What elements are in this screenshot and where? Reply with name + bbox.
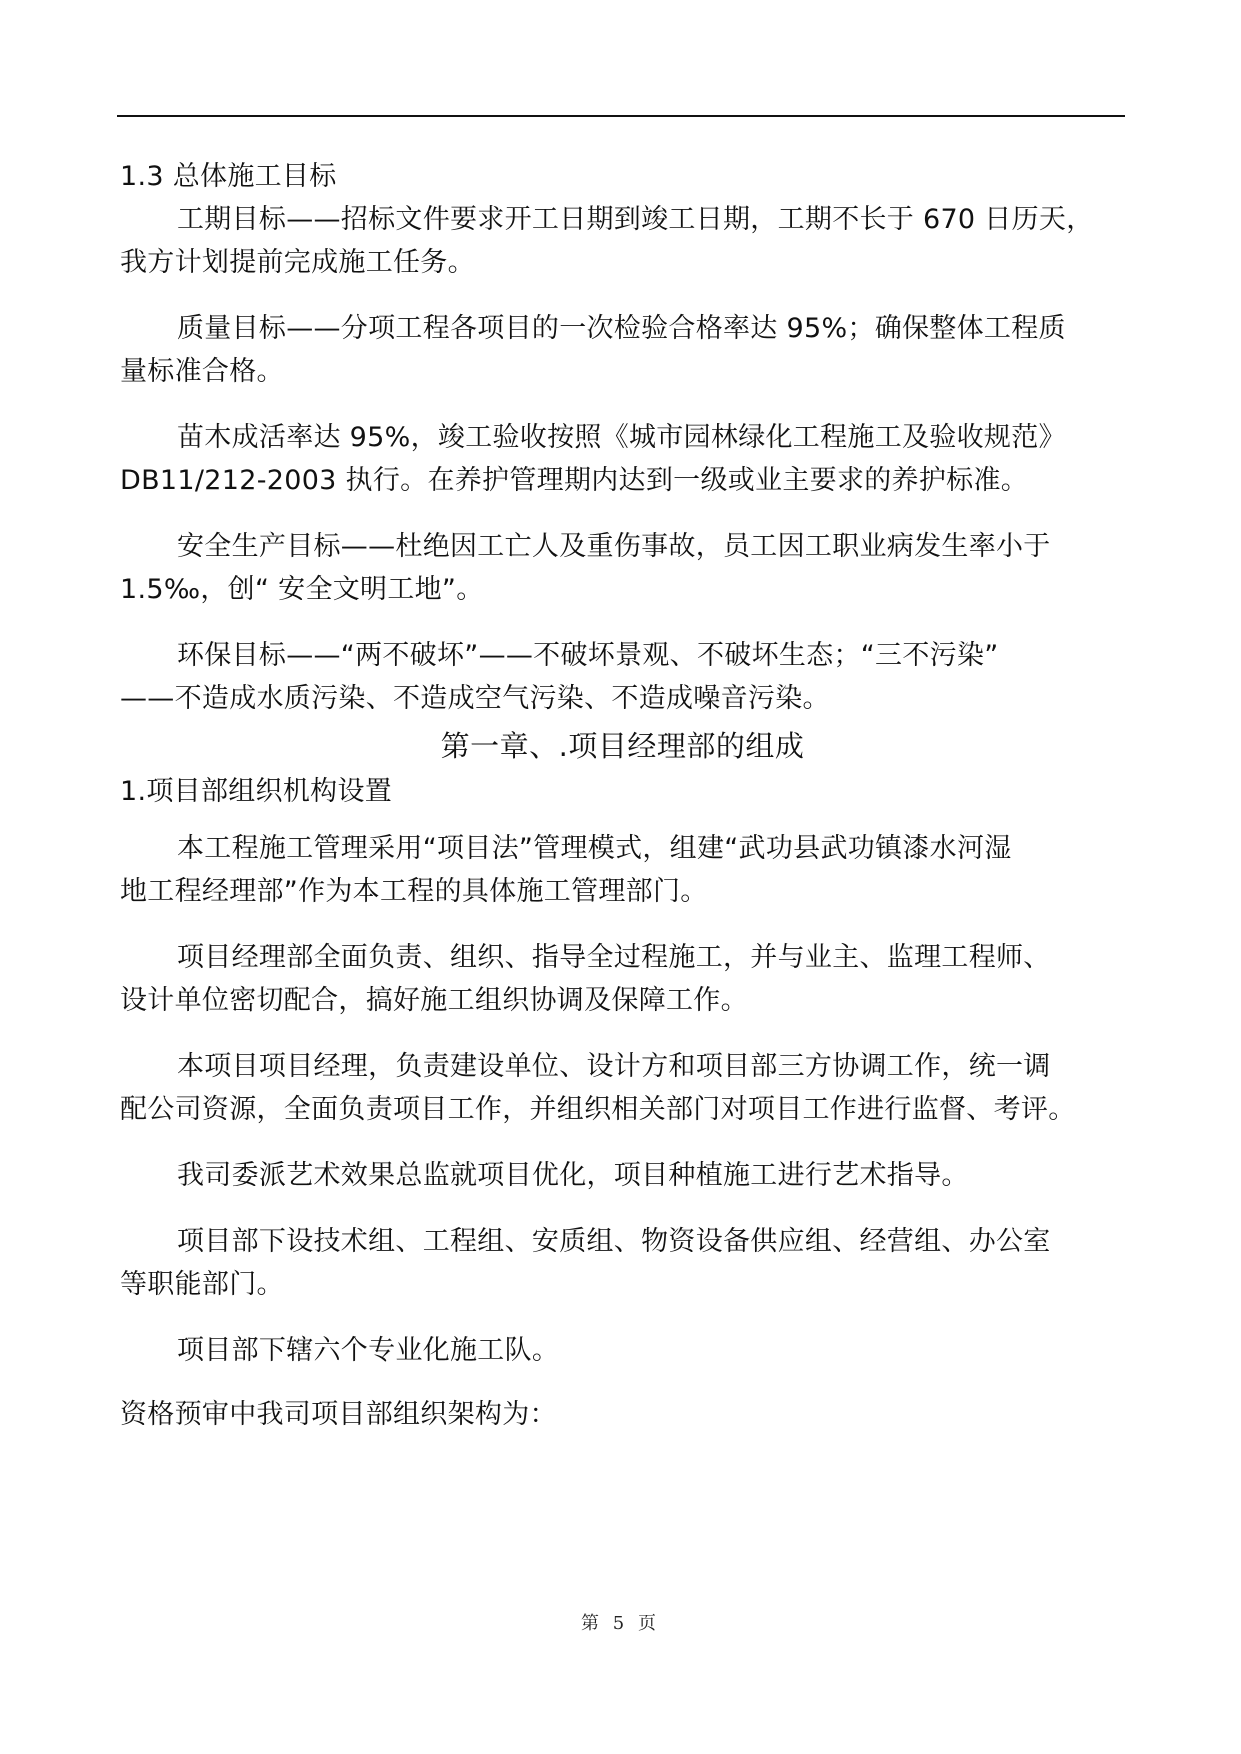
paragraph-line: DB11/212-2003 执行。在养护管理期内达到一级或业主要求的养护标准。 [120, 465, 1029, 496]
paragraph-line: 我司委派艺术效果总监就项目优化，项目种植施工进行艺术指导。 [177, 1160, 969, 1191]
paragraph-line: 环保目标——“两不破坏”——不破坏景观、不破坏生态；“三不污染” [177, 640, 999, 671]
paragraph [120, 1220, 1125, 1306]
paragraph-line: 项目部下设技术组、工程组、安质组、物资设备供应组、经营组、办公室 [177, 1226, 1051, 1257]
paragraph [120, 525, 1125, 611]
section-title: 1.3 总体施工目标 [120, 161, 337, 192]
paragraph-line: 我方计划提前完成施工任务。 [120, 247, 475, 278]
paragraph [120, 307, 1125, 393]
header-rule [117, 115, 1125, 117]
paragraph-line: 设计单位密切配合，搞好施工组织协调及保障工作。 [120, 985, 748, 1016]
paragraph-line: 等职能部门。 [120, 1269, 284, 1300]
paragraph [120, 1154, 1125, 1197]
goals-section [120, 198, 1125, 720]
chapter-heading: 第一章、.项目经理部的组成 [440, 729, 805, 763]
paragraph-line: 质量目标——分项工程各项目的一次检验合格率达 95%；确保整体工程质 [177, 313, 1066, 344]
paragraph [120, 198, 1125, 284]
paragraph-line: ——不造成水质污染、不造成空气污染、不造成噪音污染。 [120, 683, 830, 714]
document-body [120, 155, 1125, 1436]
paragraph-line: 1.5‰，创“ 安全文明工地”。 [120, 574, 484, 605]
paragraph-line: 项目部下辖六个专业化施工队。 [177, 1335, 560, 1366]
paragraph [120, 1045, 1125, 1131]
closing-line: 资格预审中我司项目部组织架构为： [120, 1399, 557, 1430]
paragraph [120, 1329, 1125, 1372]
paragraph [120, 936, 1125, 1022]
organization-section [120, 827, 1125, 1372]
page-number: 第 5 页 [581, 1613, 660, 1634]
paragraph-line: 地工程经理部”作为本工程的具体施工管理部门。 [120, 876, 708, 907]
paragraph-line: 工期目标——招标文件要求开工日期到竣工日期，工期不长于 670 日历天， [177, 204, 1094, 235]
paragraph [120, 416, 1125, 502]
paragraph-line: 安全生产目标——杜绝因工亡人及重伤事故，员工因工职业病发生率小于 [177, 531, 1051, 562]
paragraph-line: 项目经理部全面负责、组织、指导全过程施工，并与业主、监理工程师、 [177, 942, 1051, 973]
paragraph [120, 827, 1125, 913]
paragraph-line: 本工程施工管理采用“项目法”管理模式，组建“武功县武功镇漆水河湿 [177, 833, 1012, 864]
paragraph [120, 634, 1125, 720]
paragraph-line: 量标准合格。 [120, 356, 284, 387]
paragraph-line: 本项目项目经理，负责建设单位、设计方和项目部三方协调工作，统一调 [177, 1051, 1051, 1082]
paragraph-line: 配公司资源，全面负责项目工作，并组织相关部门对项目工作进行监督、考评。 [120, 1094, 1076, 1125]
paragraph-line: 苗木成活率达 95%，竣工验收按照《城市园林绿化工程施工及验收规范》 [177, 422, 1066, 453]
subsection-title: 1.项目部组织机构设置 [120, 776, 393, 807]
